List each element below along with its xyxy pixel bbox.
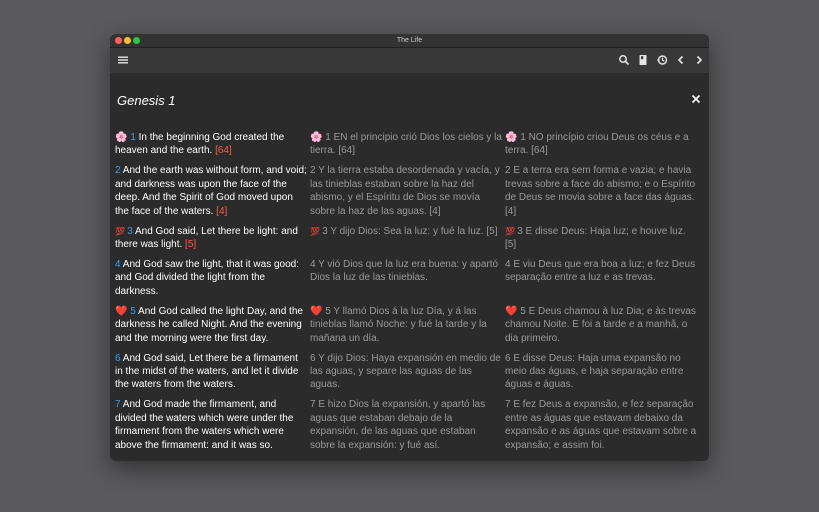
verse-row — [115, 225, 705, 252]
verse-es[interactable] — [310, 164, 505, 218]
verse-es[interactable] — [310, 258, 505, 298]
verse-es[interactable] — [310, 352, 505, 392]
search-icon[interactable] — [617, 53, 631, 67]
flower-icon: 🌸 — [505, 132, 521, 143]
verse-number[interactable]: 2 — [115, 165, 121, 177]
verse-text: 4 Y vió Dios que la luz era buena: y apartó Dios la luz de las tinieblas. — [310, 259, 499, 284]
window-title: The Life — [396, 37, 423, 44]
chevron-right-icon[interactable] — [692, 53, 706, 67]
verse-en[interactable] — [115, 305, 310, 345]
cross-reference-link[interactable]: [4] — [216, 205, 228, 217]
verse-text: 4 E viu Deus que era boa a luz; e fez Deus separação entre a luz e as trevas. — [505, 259, 696, 284]
heart-icon: ❤️ — [310, 305, 326, 317]
flower-icon: 🌸 — [310, 132, 326, 143]
verse-row — [115, 164, 705, 218]
verse-text: And God said, Let there be light: and there was light. — [115, 225, 298, 251]
verse-text: 2 E a terra era sem forma e vazia; e havia trevas sobre a face do abismo; e o Espírito de Deus se movia sobre a face das águas. [4] — [505, 165, 696, 217]
verse-row — [115, 131, 705, 158]
verse-number[interactable]: 4 — [115, 259, 121, 271]
verse-en[interactable] — [115, 225, 310, 252]
verse-number[interactable]: 3 — [127, 225, 133, 237]
verse-text: 5 E Deus chamou à luz Dia; e às trevas chamou Noite. E foi a tarde e a manhã, o dia primeiro. — [505, 305, 696, 344]
verse-pt[interactable] — [505, 164, 700, 218]
heart-icon: ❤️ — [505, 305, 521, 317]
verse-en[interactable] — [115, 352, 310, 392]
title-bar — [110, 34, 709, 48]
book-icon[interactable] — [636, 53, 650, 67]
hundred-points-icon: 💯 — [505, 226, 518, 236]
verse-list — [115, 131, 705, 459]
close-icon[interactable] — [690, 93, 702, 105]
verse-number[interactable]: 1 — [130, 132, 136, 143]
cross-reference-link[interactable]: [64] — [215, 145, 232, 157]
reader-pane — [110, 73, 709, 461]
verse-row — [115, 258, 705, 298]
chevron-left-icon[interactable] — [674, 53, 688, 67]
verse-text: 3 Y dijo Dios: Sea la luz: y fué la luz. [5] — [322, 225, 498, 237]
verse-text: 3 E disse Deus: Haja luz; e houve luz. [5] — [505, 225, 686, 251]
verse-en[interactable] — [115, 131, 310, 158]
history-icon[interactable] — [655, 53, 669, 67]
verse-es[interactable] — [310, 398, 505, 452]
verse-number[interactable]: 6 — [115, 352, 121, 364]
verse-text: 6 E disse Deus: Haja uma expansão no meio das águas, e haja separação entre águas e águas. — [505, 352, 684, 391]
verse-number[interactable]: 5 — [130, 305, 136, 317]
verse-en[interactable] — [115, 164, 310, 218]
hundred-points-icon: 💯 — [310, 226, 323, 236]
verse-pt[interactable] — [505, 352, 700, 392]
verse-pt[interactable] — [505, 258, 700, 298]
cross-reference-link[interactable]: [5] — [185, 239, 197, 251]
verse-text: And the earth was without form, and void; and darkness was upon the face of the deep. And the Spirit of God moved upon the face of the waters. — [115, 165, 307, 217]
verse-text: 2 Y la tierra estaba desordenada y vacía, y las tinieblas estaban sobre la haz del abismo, y el Espíritu de Dios se movía sobre la haz de las aguas. [4] — [310, 165, 500, 217]
verse-number[interactable]: 7 — [115, 399, 121, 411]
verse-en[interactable] — [115, 398, 310, 452]
hamburger-menu-icon[interactable] — [116, 53, 130, 67]
verse-pt[interactable] — [505, 131, 700, 158]
verse-text: And God said, Let there be a firmament in the midst of the waters, and let it divide the waters from the waters. — [115, 352, 299, 391]
hundred-points-icon: 💯 — [115, 226, 128, 236]
verse-text: And God saw the light, that it was good: and God divided the light from the darkness. — [115, 259, 300, 297]
verse-row — [115, 352, 705, 392]
verse-text: 5 Y llamó Dios á la luz Día, y á las tinieblas llamó Noche: y fué la tarde y la mañana un día. — [310, 305, 487, 344]
verse-text: In the beginning God created the heaven and the earth. — [115, 132, 285, 157]
verse-text: 1 NO princípio criou Deus os céus e a terra. [64] — [505, 132, 689, 157]
verse-text: 6 Y dijo Dios: Haya expansión en medio de las aguas, y separe las aguas de las aguas. — [310, 352, 501, 391]
verse-row — [115, 398, 705, 452]
chapter-title: Genesis 1 — [117, 93, 176, 108]
verse-text: 7 E hizo Dios la expansión, y apartó las aguas que estaban debajo de la expansión, de las aguas que estaban sobre la expansión: y fué así. — [310, 399, 486, 451]
verse-pt[interactable] — [505, 225, 700, 252]
verse-es[interactable] — [310, 305, 505, 345]
verse-en[interactable] — [115, 258, 310, 298]
verse-text: 1 EN el principio crió Dios los cielos y la tierra. [64] — [310, 132, 502, 157]
verse-text: And God made the firmament, and divided the waters which were under the firmament from the waters which were above the firmament: and it was so. — [115, 399, 294, 451]
flower-icon: 🌸 — [115, 132, 131, 143]
verse-pt[interactable] — [505, 398, 700, 452]
verse-text: 7 E fez Deus a expansão, e fez separação entre as águas que estavam debaixo da expansão e as águas que estavam sobre a expansão; e assim foi. — [505, 399, 697, 451]
verse-pt[interactable] — [505, 305, 700, 345]
toolbar — [110, 48, 709, 73]
heart-icon: ❤️ — [115, 305, 131, 317]
verse-es[interactable] — [310, 131, 505, 158]
verse-text: And God called the light Day, and the darkness he called Night. And the evening and the morning were the first day. — [115, 305, 303, 344]
app-window — [110, 34, 709, 461]
verse-row — [115, 305, 705, 345]
verse-es[interactable] — [310, 225, 505, 252]
